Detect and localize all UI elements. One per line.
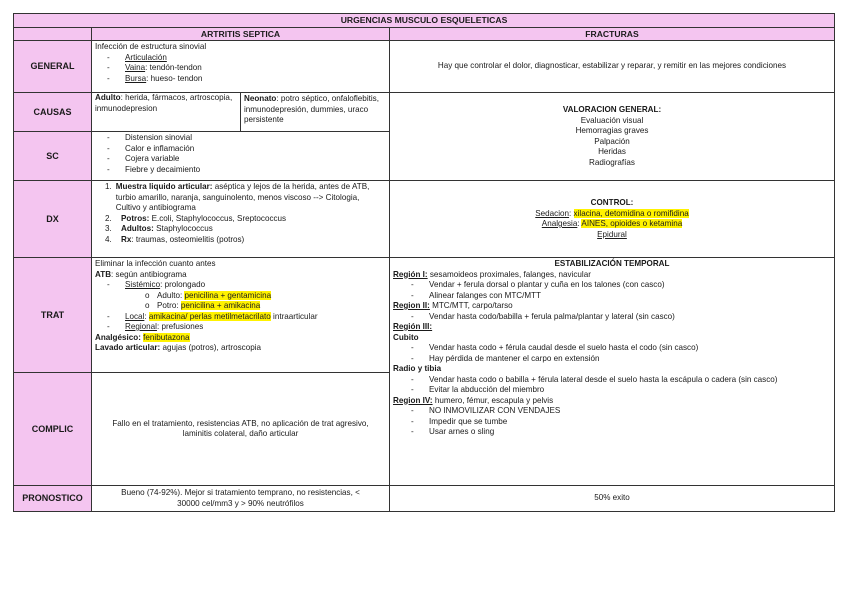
list-item: - Vendar hasta codo o babilla + férula lateral desde el suelo hasta la escápula o cadera (sin casco) — [411, 374, 778, 384]
row-label-dx: DX — [14, 181, 92, 258]
trat-analgesico: Analgésico: fenibutazona — [95, 332, 190, 342]
artritis-complic-cell — [92, 373, 390, 486]
trat-regional: - Regional: prefusiones — [107, 322, 204, 331]
trat-lavado: Lavado articular: agujas (potros), artroscopia — [95, 343, 262, 352]
list-item: - Evitar la abducción del miembro — [411, 385, 545, 394]
complic-text: Fallo en el tratamiento, resistencias ATB, no aplicación de trat agresivo, laminitis colateral, daño articular — [112, 418, 369, 438]
row-label-trat: TRAT — [14, 258, 92, 373]
dx-item: 4. Rx: traumas, osteomielitis (potros) — [105, 234, 245, 244]
list-item: - Vendar hasta codo/babilla + ferula palma/plantar y lateral (sin casco) — [411, 311, 675, 321]
row-label-pronostico: PRONOSTICO — [14, 486, 92, 512]
trat-potro: o Potro: penicilina + amikacina — [145, 301, 261, 310]
region4: Region IV: humero, fémur, escapula y pelvis — [393, 395, 554, 405]
list-item: - NO INMOVILIZAR CON VENDAJES — [411, 406, 561, 415]
artritis-sc-cell — [92, 132, 390, 181]
list-item: Radiografías — [589, 157, 635, 167]
trat-adulto: o Adulto: penicilina + gentamicina — [145, 290, 272, 300]
fracturas-valoracion-cell — [390, 93, 835, 181]
list-item: Evaluación visual — [580, 115, 644, 125]
control-epidural: Epidural — [597, 229, 627, 239]
list-item: - Articulación — [107, 52, 167, 62]
trat-line1: Eliminar la infección cuanto antes — [95, 259, 216, 268]
table-title: URGENCIAS MUSCULO ESQUELETICAS — [14, 14, 835, 28]
list-item: Heridas — [598, 147, 626, 156]
fracturas-general-cell — [390, 41, 835, 93]
artritis-general-cell — [92, 41, 390, 93]
artritis-causas-cell — [92, 93, 390, 132]
list-item: Hemorragias graves — [575, 126, 649, 135]
cubito-label: Cubito — [393, 332, 419, 342]
fracturas-general-text: Hay que controlar el dolor, diagnosticar, estabilizar y reparar, y remitir en las mejores condiciones — [437, 61, 787, 71]
list-item: - Bursa: hueso- tendon — [107, 73, 203, 83]
header-artritis: ARTRITIS SEPTICA — [92, 27, 390, 41]
region1: Región I: sesamoideos proximales, falanges, navicular — [393, 269, 591, 279]
dx-item: 2. Potros: E.coli, Staphylococcus, Sreptococcus — [105, 213, 287, 223]
list-item: - Fiebre y decaimiento — [107, 164, 201, 174]
list-item: Palpación — [594, 136, 630, 146]
causas-adulto: Adulto: herida, fármacos, artroscopia, inmunodepresion — [92, 93, 241, 132]
row-label-complic: COMPLIC — [14, 373, 92, 486]
artritis-dx-cell — [92, 181, 390, 258]
trat-atb: ATB: según antibiograma — [95, 269, 187, 279]
list-item: - Vendar + ferula dorsal o plantar y cuña en los talones (con casco) — [411, 280, 665, 289]
list-item: - Vaina: tendón-tendon — [107, 63, 202, 72]
fracturas-control-cell — [390, 181, 835, 258]
urgencias-table — [13, 13, 835, 512]
control-analgesia: Analgesia: AINES, opioides o ketamina — [541, 219, 683, 228]
list-item: - Hay pérdida de mantener el carpo en extensión — [411, 353, 600, 363]
row-label-causas: CAUSAS — [14, 93, 92, 132]
trat-sistemico: - Sistémico: prolongado — [107, 280, 206, 289]
list-item: - Distension sinovial — [107, 133, 193, 142]
list-item: - Alinear falanges con MTC/MTT — [411, 290, 542, 300]
artritis-pronostico-cell — [92, 486, 390, 512]
artritis-trat-cell — [92, 258, 390, 373]
fracturas-estabilizacion-cell — [390, 258, 835, 486]
header-fracturas: FRACTURAS — [390, 27, 835, 41]
control-title: CONTROL: — [590, 198, 634, 207]
list-item: - Impedir que se tumbe — [411, 416, 508, 426]
valoracion-title: VALORACION GENERAL: — [562, 105, 662, 114]
causas-neonato: Neonato: potro séptico, onfaloflebitis, inmunodepresión, dummies, uraco persistente — [244, 94, 379, 124]
general-intro: Infección de estructura sinovial — [95, 42, 207, 51]
dx-item: 3. Adultos: Staphylococcus — [105, 224, 213, 233]
control-sedacion: Sedacion: xilacina, detomidina o romifidina — [535, 208, 689, 218]
dx-item: 1. Muestra liquido articular: aséptica y lejos de la herida, antes de ATB, turbio amarillo, naranja, sanguinolento, menos viscoso --> Citologia, Cultivo y antibiograma — [105, 182, 370, 212]
corner-cell — [14, 27, 92, 41]
list-item: - Calor e inflamación — [107, 143, 195, 153]
region3: Región III: — [393, 322, 433, 331]
list-item: - Vendar hasta codo + férula caudal desde el suelo hasta el codo (sin casco) — [411, 343, 699, 352]
list-item: - Cojera variable — [107, 154, 180, 163]
trat-local: - Local: amikacina/ perlas metilmetacrilato intraarticular — [107, 311, 318, 321]
row-label-sc: SC — [14, 132, 92, 181]
region2: Region II: MTC/MTT, carpo/tarso — [393, 301, 513, 310]
pronostico-text: Bueno (74-92%). Mejor si tratamiento temprano, no resistencias, < 30000 cel/mm3 y > 90% neutrófilos — [121, 488, 360, 508]
fracturas-pronostico-cell: 50% exito — [390, 486, 835, 512]
estab-title: ESTABILIZACIÓN TEMPORAL — [554, 259, 670, 268]
radio-label: Radio y tibia — [393, 364, 442, 373]
row-label-general: GENERAL — [14, 41, 92, 93]
list-item: - Usar arnes o sling — [411, 427, 495, 436]
